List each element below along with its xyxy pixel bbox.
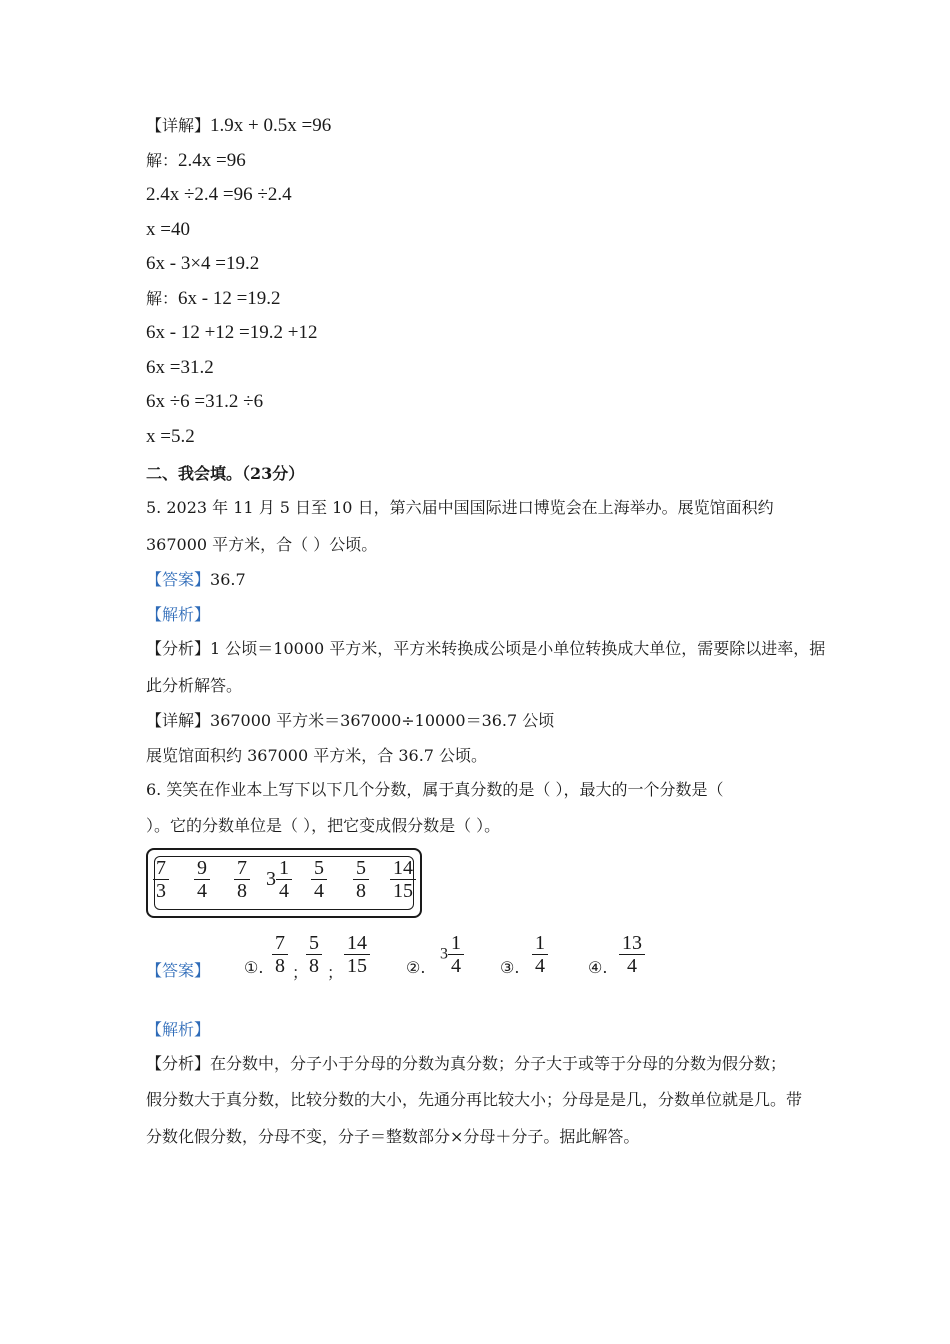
answer-label-2: ②. [406,958,426,977]
equation: 6x - 3×4 =19.2 [146,253,260,274]
analysis-line [146,1053,786,1075]
answer-label-4: ④. [588,958,608,977]
equation: 6x - 12 =19.2 [178,288,281,309]
equation: 2.4x ÷2.4 =96 ÷2.4 [146,184,292,205]
detail-tag: 【详解】 [146,116,211,135]
solution-label: 解： [146,289,179,308]
equation-result: x =5.2 [146,426,195,447]
equation: 2.4x =96 [178,150,246,171]
detail-text: 展览馆面积约 367000 平方米，合 36.7 公顷。 [146,746,488,765]
analysis-text: 分数化假分数，分母不变，分子＝整数部分×分母＋分子。据此解答。 [146,1127,640,1146]
answer-3-fraction: $\frac{1}{4}$ [532,932,548,988]
detail-text: 367000 平方米＝367000÷10000＝36.7 公顷 [210,711,555,730]
analysis-tag: 【解析】 [146,1020,211,1039]
answer-tag: 【答案】 [146,570,211,589]
analysis-tag: 【解析】 [146,605,211,624]
analysis-line [146,638,825,660]
fraction: $\frac{5}{4}$ [311,857,327,902]
equation: 6x - 12 +12 =19.2 +12 [146,322,318,343]
fraction: $\frac{7}{3}$ [153,857,169,902]
answer-1-fraction: $\frac{7}{8}$ [272,932,288,988]
answer-4-fraction: $\frac{13}{4}$ [619,932,645,988]
solution-line [146,288,281,310]
fraction: $\frac{5}{8}$ [353,857,369,902]
question-5-text: 5. 2023 年 11 月 5 日至 10 日，第六届中国国际进口博览会在上海举办。展览馆面积约 [146,498,774,517]
analysis-text: 假分数大于真分数，比较分数的大小，先通分再比较大小；分母是是几，分数单位就是几。带 [146,1090,803,1109]
fenxi-tag: 【分析】 [146,639,211,658]
detail-line [146,710,554,732]
analysis-text: 在分数中，分子小于分母的分数为真分数；分子大于或等于分母的分数为假分数； [210,1054,787,1073]
equation-result: x =40 [146,219,190,240]
answer-line [146,569,246,591]
question-6-text: 6. 笑笑在作业本上写下以下几个分数，属于真分数的是（ ），最大的一个分数是（ [146,780,724,799]
section-heading: 二、我会填。（23分） [146,464,305,483]
solution-label: 解： [146,151,179,170]
detail-line [146,115,331,137]
mixed-fraction: 3 $\frac{1}{4}$ [266,857,292,902]
answer-label-1: ①. [244,958,264,977]
detail-tag: 【详解】 [146,711,211,730]
analysis-text: 此分析解答。 [146,676,243,695]
answer-1-fraction: $\frac{14}{15}$ [344,932,370,988]
answer-label-3: ③. [500,958,520,977]
answer-value: 36.7 [210,570,246,589]
separator: ； [292,963,309,982]
fenxi-tag: 【分析】 [146,1054,211,1073]
answer-tag: 【答案】 [146,961,211,980]
equation: 6x ÷6 =31.2 ÷6 [146,391,264,412]
fraction: $\frac{9}{4}$ [194,857,210,902]
question-6-text: ）。它的分数单位是（ ），把它变成假分数是（ ）。 [146,816,501,835]
solution-line [146,150,246,172]
answer-2-mixed: 3 $\frac{1}{4}$ [440,932,464,988]
answer-1-fraction: $\frac{5}{8}$ [306,932,322,988]
analysis-text: 1 公顷＝10000 平方米，平方米转换成公顷是小单位转换成大单位，需要除以进率，据 [210,639,826,658]
equation: 6x =31.2 [146,357,214,378]
fraction: $\frac{7}{8}$ [234,857,250,902]
separator: ； [327,963,344,982]
fraction: $\frac{14}{15}$ [390,857,416,902]
question-5-text: 367000 平方米，合（ ）公顷。 [146,535,378,554]
equation: 1.9x + 0.5x =96 [210,115,332,136]
